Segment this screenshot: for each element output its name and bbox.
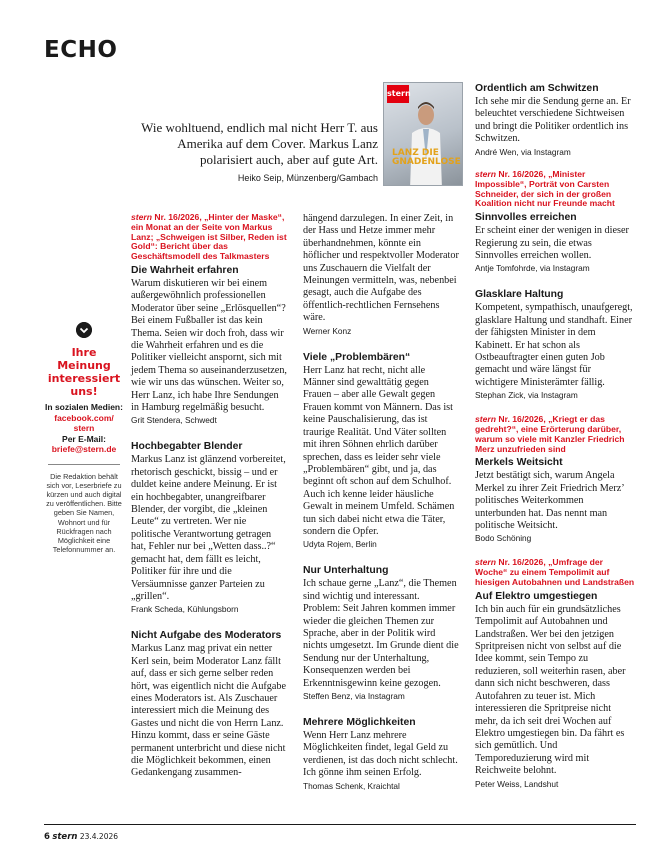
letter-signature: Steffen Benz, via Instagram <box>303 691 405 701</box>
letter-signature: Werner Konz <box>303 325 352 336</box>
reference-brand: stern <box>475 169 497 179</box>
letter-signature: André Wen, via Instagram <box>475 146 571 157</box>
reference-text: Nr. 16/2026, „Umfrage der Woche“ zu einem Tempolimit auf hiesigen Autobahnen und Landstraßen <box>475 557 635 588</box>
issue-date: 23.4.2026 <box>79 832 119 841</box>
reader-letter <box>131 629 287 779</box>
reference-brand: stern <box>475 557 497 568</box>
reader-letter <box>303 564 459 702</box>
section-title: ECHO <box>44 37 118 63</box>
page-number: 6 <box>44 832 50 842</box>
letter-signature: Thomas Schenk, Kraichtal <box>303 780 400 791</box>
contact-title: Ihre Meinung interessiert uns! <box>47 346 121 398</box>
column-2 <box>303 213 459 806</box>
reference-text: Nr. 16/2026, „Kriegt er das gedreht?“, eine Erörterung darüber, warum so viele mit Kanzler Friedrich Merz unzufrieden sind <box>475 414 625 454</box>
letter-body: Markus Lanz ist glänzend vorbereitet, rhetorisch geschickt, bissig – und er duldet keine andere Meinung. Er ist ein hochbegabter, unangreifbarer Blender, der vorgibt, die „kleinen Leute“ zu vertreten. Wer nie politische Verantwortung getragen hat, Fehler nur bei „Wetten dass..?“ gemacht hat, dem fällt es leicht, Politiker für ihre und die Versäumnisse ganzer Parteien zu „grillen“. <box>131 454 286 602</box>
reader-letter <box>475 415 635 544</box>
reader-contact-box <box>44 322 124 554</box>
letter-body: Ich schaue gerne „Lanz“, die Themen sind wichtig und interessant. Problem: Seit Jahren kommen immer wieder die gleichen Themen zur Sprache, aber in der Politik wird nichts umgesetzt. Im Grunde dient die Sendung nur der Unterhaltung, Konsequenzen werden bei Erkenntnisgewinn keine gezogen. <box>303 578 459 689</box>
reader-letter <box>303 351 459 551</box>
letter-title: Mehrere Möglichkeiten <box>303 717 416 728</box>
letter-title: Sinnvolles erreichen <box>475 212 577 224</box>
reference-text: Nr. 16/2026, „Hinter der Maske“, ein Monat an der Seite von Markus Lanz; „Schweigen ist Silber, Reden ist Gold“: Bericht über das Geschäftsmodell des Talkmasters <box>131 212 287 262</box>
letter-body: Kompetent, sympathisch, unaufgeregt, glasklare Haltung und standhaft. Einer der fähigsten Minister in dem Kabinett. Er hat schon als Ostbeauftragter einen guten Job gemacht und wäre längst für wichtigere Ministerämter fällig. <box>475 302 633 388</box>
contact-details <box>44 402 124 455</box>
letter-body: Ich sehe mir die Sendung gerne an. Er beleuchtet verschiedene Sichtweisen und bringt die Politiker ordentlich ins Schwitzen. <box>475 96 631 145</box>
article-reference <box>475 415 635 454</box>
email-link[interactable]: briefe@stern.de <box>51 444 117 454</box>
letter-body: Markus Lanz mag privat ein netter Kerl sein, beim Moderator Lanz fällt auf, dass er sich gerne selber reden hört, was eigentlich nicht die Aufgabe eines Moderators ist. Als Zuschauer interessiert mich die Meinung des Gastes und nicht die von Herrn Lanz. Hinzu kommt, dass er seine Gäste permanent unterbricht und diese nicht die Möglichkeit bekommen, einen Gedankengang zusammen- <box>131 643 287 779</box>
footer-brand: stern <box>52 832 78 842</box>
letter-signature: Stephan Zick, via Instagram <box>475 390 578 401</box>
letter-signature: Grit Stendera, Schwedt <box>131 415 217 426</box>
cover-quote <box>130 120 378 183</box>
reader-letter <box>303 213 459 337</box>
reference-text: Nr. 16/2026, „Minister Impossible“, Porträt von Carsten Schneider, der sich in der großen Koalition nicht nur Freunde macht <box>475 169 615 209</box>
divider <box>48 464 120 465</box>
letter-title: Ordentlich am Schwitzen <box>475 83 599 94</box>
letter-body: hängend darzulegen. In einer Zeit, in der Hass und Hetze immer mehr überhandnehmen, könnte ein höflicher und respektvoller Moderator uns Zuschauern die Vielfalt der Meinungen vermitteln, was, nebenbei gesagt, auch die Aufgabe des öffentlich-rechtlichen Fernsehens wäre. <box>303 213 459 324</box>
cover-quote-author: Heiko Seip, Münzenberg/Gambach <box>237 173 378 183</box>
column-3-top <box>475 82 635 172</box>
reader-letter <box>303 716 459 792</box>
letter-title: Nicht Aufgabe des Moderators <box>131 630 282 642</box>
footer-rule <box>44 824 636 825</box>
letter-title: Nur Unterhaltung <box>303 565 389 577</box>
email-label: Per E-Mail: <box>62 433 106 444</box>
letter-signature: Antje Tomfohrde, via Instagram <box>475 263 590 274</box>
reference-brand: stern <box>131 212 153 222</box>
chevron-down-icon <box>76 322 92 338</box>
letter-title: Die Wahrheit erfahren <box>131 264 239 276</box>
facebook-link[interactable]: facebook.com/ stern <box>54 412 114 433</box>
letter-title: Glasklare Haltung <box>475 289 564 301</box>
letter-body: Jetzt bestätigt sich, warum Angela Merkel zu ihrer Zeit Friedrich Merz’ politisches Weiterkommen unterbunden hat. Das nennt man politische Weitsicht. <box>475 470 624 532</box>
letter-signature: Udyta Rojem, Berlin <box>303 539 377 550</box>
cover-person-illustration <box>408 99 444 186</box>
reference-brand: stern <box>475 414 497 425</box>
reader-letter <box>475 288 635 401</box>
reader-letter <box>131 440 287 615</box>
article-reference <box>131 213 287 262</box>
magazine-cover-image <box>383 82 463 186</box>
column-3 <box>475 170 635 804</box>
letter-title: Hochbegabter Blender <box>131 441 243 453</box>
letter-body: Er scheint einer der wenigen in dieser Regierung zu sein, die etwas Sinnvolles erreichen wollen. <box>475 225 629 261</box>
letter-body: Herr Lanz hat recht, nicht alle Männer sind gewalttätig gegen Frauen – aber alle Gewalt gegen Frauen kommt von Männern. Das ist keine Pauschalisierung, das ist traurige Realität. Und Väter sollten mit ihren Söhnen ehrlich darüber sprechen, dass es leider sehr viele „Problembären“ gibt, und ja, das beginnt oft schon auf dem Schulhof. Auch ich kenne leider häusliche Gewalt in meinem Umfeld. Schämen tun sich dabei nicht etwa die Täter, sondern die Opfer. <box>303 364 455 537</box>
reader-letter <box>475 82 635 158</box>
letter-title: Viele „Problembären“ <box>303 351 411 363</box>
letter-body: Wenn Herr Lanz mehrere Möglichkeiten findet, legal Geld zu verdienen, ist das doch nicht schlecht. Ich gönne ihm seinen Erfolg. <box>303 730 458 779</box>
reader-letter <box>131 213 287 426</box>
cover-logo: stern <box>387 85 409 103</box>
letter-title: Auf Elektro umgestiegen <box>475 590 598 602</box>
reader-letter <box>475 170 635 274</box>
article-reference <box>475 558 635 587</box>
cover-headline: LANZ DIE GNADENLOSE <box>392 148 461 167</box>
letter-signature: Bodo Schöning <box>475 533 532 544</box>
page-footer <box>44 832 118 842</box>
letter-body: Warum diskutieren wir bei einem außergewöhnlich professionellen Moderator über seine „Erlösquellen“? Bei einem Fußballer ist das kein Thema. Seien wir doch froh, dass wir die Wahrheit erfahren und es die Politiker vielleicht anspornt, sich mit jedem Thema so auseinanderzusetzen, wie wir uns das wünschen. Weiter so, Herr Lanz, ich habe Ihre Sendungen in Hamburg regelmäßig besucht. <box>131 277 287 414</box>
cover-quote-text: Wie wohltuend, endlich mal nicht Herr T. aus Amerika auf dem Cover. Markus Lanz polarisiert auch, aber auf gute Art. <box>141 120 378 167</box>
letter-signature: Frank Scheda, Kühlungsborn <box>131 604 239 615</box>
article-reference <box>475 170 635 209</box>
reader-letter <box>475 558 635 789</box>
editorial-disclaimer: Die Redaktion behält sich vor, Leserbriefe zu kürzen und auch digital zu veröffentlichen. Bitte geben Sie Namen, Wohnort und für Rückfragen nach Möglichkeit eine Telefonnummer an. <box>46 471 122 555</box>
letter-body: Ich bin auch für ein grundsätzliches Tempolimit auf Autobahnen und Landstraßen. Wer bei den jetzigen Spritpreisen nicht von selbst auf die Idee kommt, sein Tempo zu reduzieren, soll weiterhin rasen, aber dann sich nicht beschweren, dass Autofahren zu teuer ist. Mich interessieren die Spritpreise nicht mehr, da ich seit drei Wochen auf Elektro umgestiegen bin. Da fährt es sich gemütlich. Und Temporeduzierung wird mit Reichweite belohnt. <box>475 603 626 777</box>
column-1 <box>131 213 287 794</box>
contact-intro: In sozialen Medien: <box>45 402 123 412</box>
letter-title: Merkels Weitsicht <box>475 457 563 469</box>
letter-signature: Peter Weiss, Landshut <box>475 778 559 789</box>
